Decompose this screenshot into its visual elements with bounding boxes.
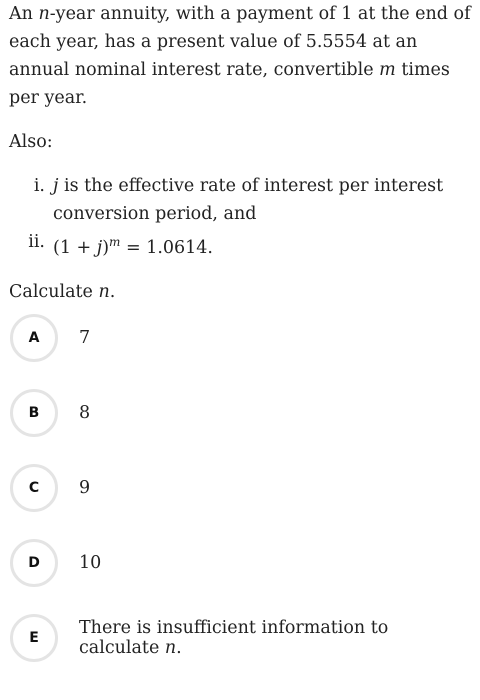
option-text-part: There is insufficient information to calculate <box>79 618 389 658</box>
option-letter-badge[interactable]: B <box>10 389 58 437</box>
option-d[interactable] <box>10 537 470 589</box>
condition-formula <box>53 235 213 258</box>
variable-n: n <box>98 281 110 302</box>
option-text[interactable]: 9 <box>79 478 91 498</box>
condition-text: is the effective rate of interest per interest conversion period, and <box>53 176 444 224</box>
formula-part: = 1.0614. <box>120 237 213 258</box>
variable-n: n <box>164 638 177 658</box>
formula-part: (1 + <box>53 237 97 258</box>
question-intro <box>9 0 477 112</box>
option-a[interactable] <box>10 312 470 364</box>
exponent-m: m <box>109 235 121 249</box>
option-text-part: . <box>176 638 182 658</box>
option-text[interactable] <box>79 618 470 658</box>
option-text[interactable]: 8 <box>79 403 91 423</box>
list-marker: ii. <box>28 232 45 252</box>
formula-part: ) <box>102 237 110 258</box>
option-letter-badge[interactable]: D <box>10 539 58 587</box>
condition-item <box>9 228 477 262</box>
intro-text-1: An <box>9 4 39 24</box>
variable-m: m <box>379 60 396 80</box>
variable-n: n <box>38 4 50 24</box>
variable-j: j <box>53 176 59 196</box>
variable-j: j <box>96 237 103 258</box>
list-marker: i. <box>33 176 45 196</box>
option-text[interactable]: 10 <box>79 553 102 573</box>
prompt-text: . <box>109 281 116 302</box>
option-letter-badge[interactable]: C <box>10 464 58 512</box>
question-text <box>9 0 477 306</box>
option-letter-badge[interactable]: A <box>10 314 58 362</box>
conditions-list <box>9 172 477 262</box>
option-text[interactable]: 7 <box>79 328 91 348</box>
condition-item <box>9 172 477 228</box>
prompt-text: Calculate <box>9 281 99 302</box>
also-label: Also: <box>9 132 53 152</box>
option-c[interactable] <box>10 462 470 514</box>
intro-text-3: times per year. <box>9 60 450 108</box>
option-e[interactable] <box>10 612 470 664</box>
intro-text-2: -year annuity, with a payment of 1 at the end of each year, has a present value of 5.5554 at an annual nominal interest rate, convertible <box>9 4 471 80</box>
option-letter-badge[interactable]: E <box>10 614 58 662</box>
answer-options <box>10 312 470 687</box>
option-b[interactable] <box>10 387 470 439</box>
question-prompt <box>9 278 477 306</box>
